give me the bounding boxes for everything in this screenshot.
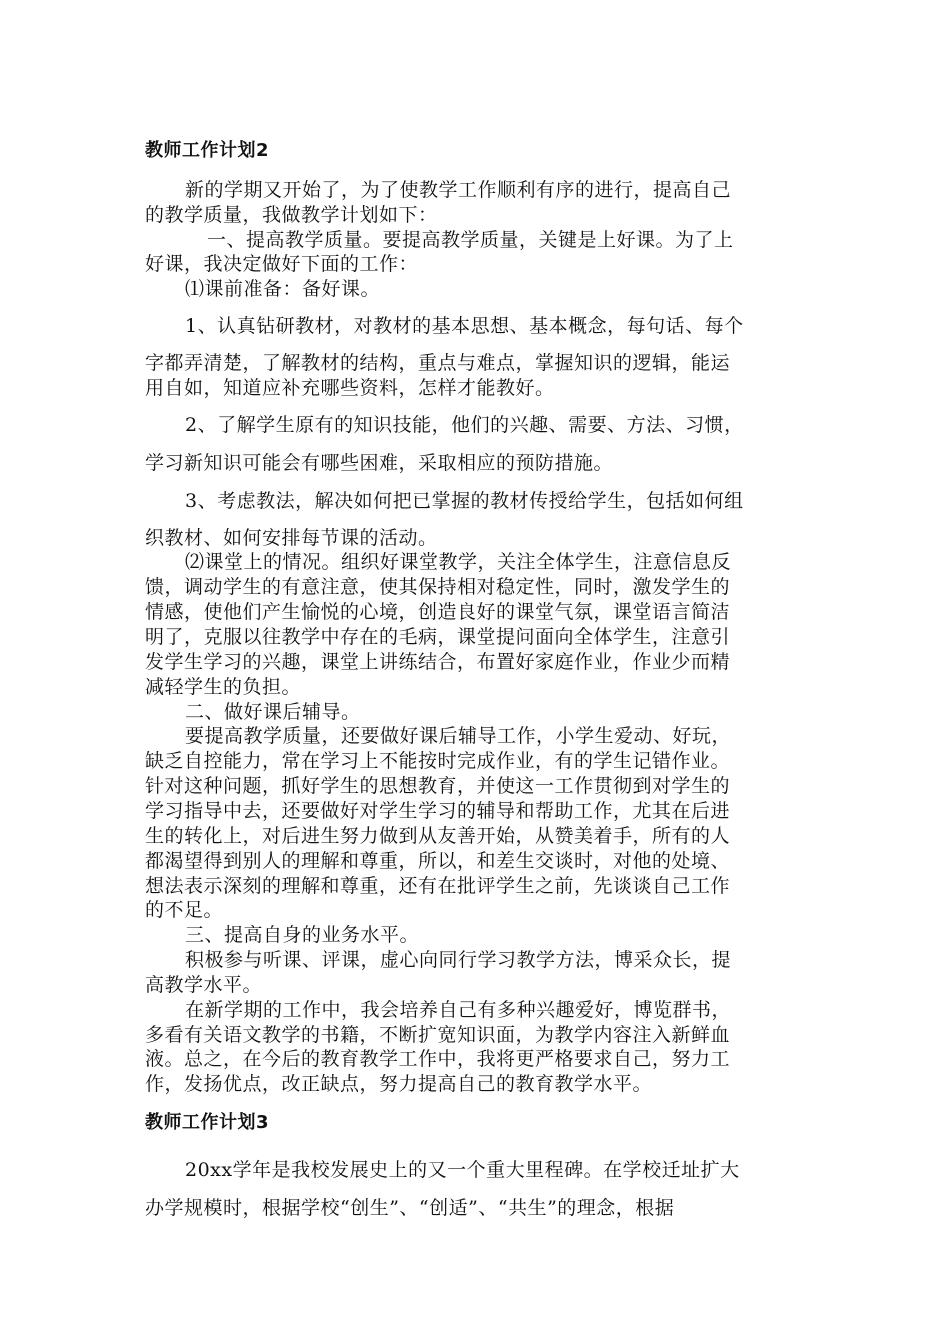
paragraph-line: 20xx学年是我校发展史上的又一个重大里程碑。在学校迁址扩大 bbox=[185, 1159, 740, 1181]
paragraph-line: 生的转化上，对后进生努力做到从友善开始，从赞美着手，所有的人 bbox=[145, 825, 731, 847]
paragraph-line: 新的学期又开始了，为了使教学工作顺利有序的进行，提高自己 bbox=[185, 179, 732, 201]
paragraph-line: 都渴望得到别人的理解和尊重，所以，和差生交谈时，对他的处境、 bbox=[145, 850, 731, 872]
paragraph-line: 一、提高教学质量。要提高教学质量，关键是上好课。为了上 bbox=[207, 229, 734, 251]
paragraph-line: 的不足。 bbox=[145, 899, 224, 921]
paragraph-line: 二、做好课后辅导。 bbox=[185, 701, 361, 723]
paragraph-line: 学习指导中去，还要做好对学生学习的辅导和帮助工作，尤其在后进 bbox=[145, 800, 731, 822]
paragraph-line: ⑴课前准备：备好课。 bbox=[185, 278, 381, 300]
paragraph-line: 想法表示深刻的理解和尊重，还有在批评学生之前，先谈谈自己工作 bbox=[145, 875, 731, 897]
paragraph-line: 明了，克服以往教学中存在的毛病，课堂提问面向全体学生，注意引 bbox=[145, 626, 731, 648]
section-heading: 教师工作计划2 bbox=[145, 140, 270, 161]
paragraph-line: 针对这种问题，抓好学生的思想教育，并使这一工作贯彻到对学生的 bbox=[145, 775, 731, 797]
paragraph-line: 液。总之，在今后的教育教学工作中，我将更严格要求自己，努力工 bbox=[145, 1048, 731, 1070]
paragraph-line: 作，发扬优点，改正缺点，努力提高自己的教育教学水平。 bbox=[145, 1073, 653, 1095]
paragraph-line: 缺乏自控能力，常在学习上不能按时完成作业，有的学生记错作业。 bbox=[145, 750, 731, 772]
paragraph-line: 的教学质量，我做教学计划如下： bbox=[145, 204, 438, 226]
paragraph-line: 在新学期的工作中，我会培养自己有多种兴趣爱好，博览群书， bbox=[185, 999, 732, 1021]
paragraph-line: 情感，使他们产生愉悦的心境，创造良好的课堂气氛，课堂语言简洁 bbox=[145, 601, 731, 623]
paragraph-line: 用自如，知道应补充哪些资料，怎样才能教好。 bbox=[145, 377, 555, 399]
paragraph-line: 馈，调动学生的有意注意，使其保持相对稳定性，同时，激发学生的 bbox=[145, 576, 731, 598]
paragraph-line: 字都弄清楚，了解教材的结构，重点与难点，掌握知识的逻辑，能运 bbox=[145, 352, 731, 374]
paragraph-line: 办学规模时，根据学校“创生”、“创适”、“共生”的理念，根据 bbox=[145, 1197, 675, 1219]
paragraph-line: 1、认真钻研教材，对教材的基本思想、基本概念，每句话、每个 bbox=[185, 315, 744, 337]
paragraph-line: 3、考虑教法，解决如何把已掌握的教材传授给学生，包括如何组 bbox=[185, 490, 744, 512]
paragraph-line: 多看有关语文教学的书籍，不断扩宽知识面，为教学内容注入新鲜血 bbox=[145, 1024, 731, 1046]
paragraph-line: ⑵课堂上的情况。组织好课堂教学，关注全体学生，注意信息反 bbox=[185, 551, 732, 573]
paragraph-line: 三、提高自身的业务水平。 bbox=[185, 924, 420, 946]
paragraph-line: 高教学水平。 bbox=[145, 974, 263, 996]
paragraph-line: 要提高教学质量，还要做好课后辅导工作，小学生爱动、好玩， bbox=[185, 725, 732, 747]
paragraph-line: 学习新知识可能会有哪些困难，采取相应的预防措施。 bbox=[145, 452, 614, 474]
paragraph-line: 2、了解学生原有的知识技能，他们的兴趣、需要、方法、习惯， bbox=[185, 414, 744, 436]
paragraph-line: 好课，我决定做好下面的工作： bbox=[145, 253, 419, 275]
section-heading: 教师工作计划3 bbox=[145, 1112, 270, 1133]
paragraph-line: 积极参与听课、评课，虚心向同行学习教学方法，博采众长，提 bbox=[185, 949, 732, 971]
paragraph-line: 发学生学习的兴趣，课堂上讲练结合，布置好家庭作业，作业少而精 bbox=[145, 651, 731, 673]
paragraph-line: 织教材、如何安排每节课的活动。 bbox=[145, 527, 438, 549]
paragraph-line: 减轻学生的负担。 bbox=[145, 676, 302, 698]
